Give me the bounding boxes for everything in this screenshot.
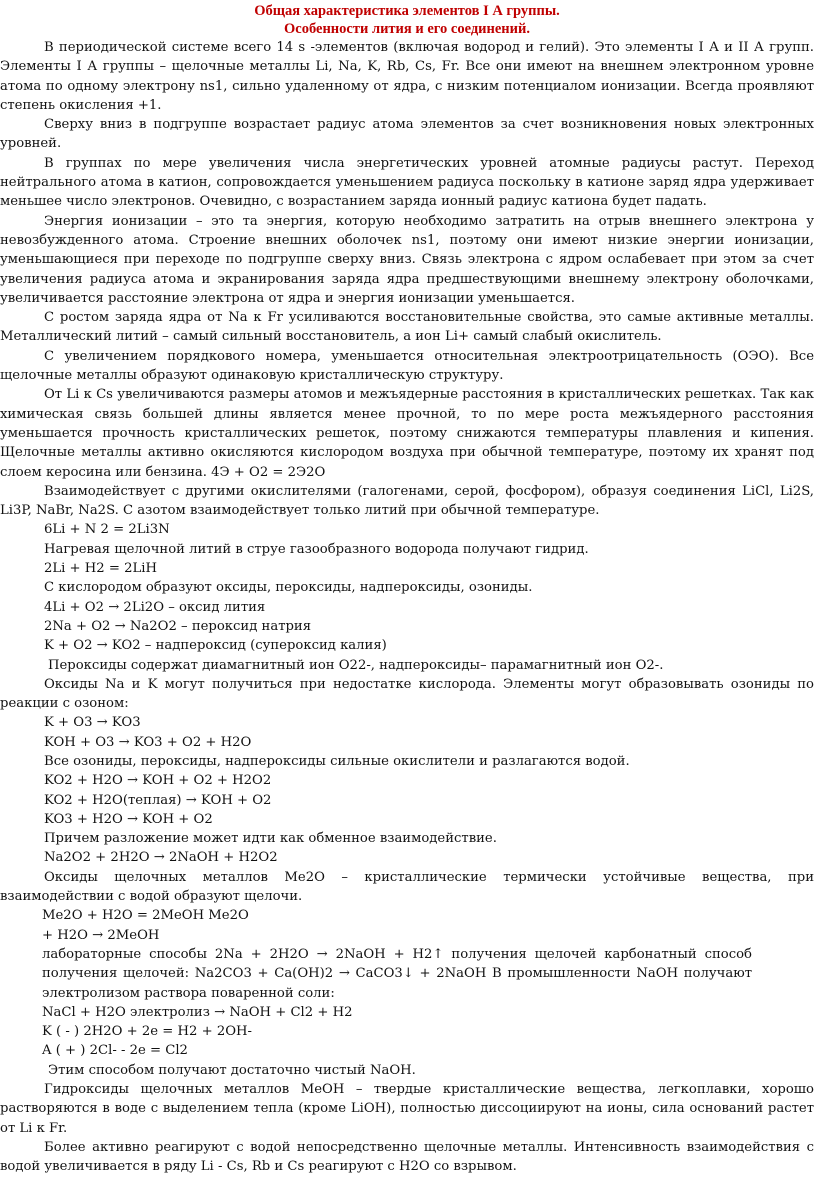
text-line: Нагревая щелочной литий в струе газообразного водорода получают гидрид. — [44, 541, 589, 557]
paragraph: С ростом заряда ядра от Na к Fr усиливаются восстановительные свойства, это самые активные металлы. Металлический литий – самый сильный восстановитель, а ион Li+ самый слабый окислитель. — [0, 310, 814, 345]
equation-line: K + O3 → KO3 — [44, 715, 141, 731]
text-line: Пероксиды содержат диамагнитный ион O22-, надпероксиды– парамагнитный ион O2-. — [48, 657, 664, 673]
paragraph: Более активно реагируют с водой непосредственно щелочные металлы. Интенсивность взаимодействия с водой увеличивается в ряду Li - Cs, Rb и Cs реагируют с H2O со взрывом. — [0, 1139, 814, 1175]
equation-line: KO3 + H2O → KOH + O2 — [44, 811, 213, 827]
equation-line: NaCl + H2O электролиз → NaOH + Cl2 + H2 — [42, 1004, 353, 1020]
text-line: С кислородом образуют оксиды, пероксиды, надпероксиды, озониды. — [44, 580, 533, 596]
text-block: лабораторные способы 2Na + 2H2O → 2NaOH + H2↑ получения щелочей карбонатный способ получения щелочей: Na2CO3 + Ca(OH)2 → CaCO3↓ + 2NaOH В промышленности NaOH получают электролизом раствора поваренной соли: — [42, 946, 752, 1001]
paragraph: Оксиды Na и K могут получиться при недостатке кислорода. Элементы могут образовывать озониды по реакции с озоном: — [0, 676, 814, 712]
paragraph: Взаимодействует с другими окислителями (галогенами, серой, фосфором), образуя соединения LiCl, Li2S, Li3P, NaBr, Na2S. С азотом взаимодействует только литий при обычной температуре. — [0, 483, 814, 519]
paragraph: Сверху вниз в подгруппе возрастает радиус атома элементов за счет возникновения новых электронных уровней. — [0, 117, 814, 152]
equation-line: Na2O2 + 2H2O → 2NaOH + H2O2 — [44, 850, 278, 866]
equation-line: 2Na + O2 → Na2O2 – пероксид натрия — [44, 618, 312, 634]
equation-line: + Н2О → 2МеОН — [42, 927, 160, 943]
title-line-2: Особенности лития и его соединений. — [283, 21, 530, 37]
equation-line: KO2 + H2O(теплая) → KOH + O2 — [44, 792, 272, 808]
text-line: Этим способом получают достаточно чистый NaOH. — [48, 1062, 416, 1078]
equation-line: 4Li + O2 → 2Li2O – оксид лития — [44, 599, 266, 615]
paragraph: Гидроксиды щелочных металлов МеОН – твердые кристаллические вещества, легкоплавки, хорошо растворяются в воде с выделением тепла (кроме LiOH), полностью диссоциируют на ионы, сила оснований растет от Li к Fr. — [0, 1082, 814, 1136]
paragraph: Оксиды щелочных металлов Ме2О – кристаллические термически устойчивые вещества, при взаимодействии с водой образуют щелочи. — [0, 869, 814, 905]
text-line: Причем разложение может идти как обменное взаимодействие. — [44, 831, 497, 847]
text-line: Все озониды, пероксиды, надпероксиды сильные окислители и разлагаются водой. — [44, 753, 630, 769]
paragraph: В периодической системе всего 14 s -элементов (включая водород и гелий). Это элементы I А и II А групп. Элементы I А группы – щелочные металлы Li, Na, K, Rb, Cs, Fr. Все они имеют на внешнем электронном уровне атома по одному электрону ns1, сильно удаленному от ядра, с низким потенциалом ионизации. Всегда проявляют степень окисления +1. — [0, 40, 814, 113]
paragraph: В группах по мере увеличения числа энергетических уровней атомные радиусы растут. Переход нейтрального атома в катион, сопровождается уменьшением радиуса поскольку в катионе заряд ядра удерживает меньшее число электронов. Очевидно, с возрастанием заряда ионный радиус катиона будет падать. — [0, 155, 814, 210]
equation-line: K ( - ) 2H2O + 2e = H2 + 2OH- — [42, 1024, 253, 1040]
document-page — [0, 2, 816, 1175]
paragraph: С увеличением порядкового номера, уменьшается относительная электроотрицательность (ОЭО). Все щелочные металлы образуют одинаковую кристаллическую структуру. — [0, 348, 814, 384]
equation-line: KOH + O3 → KO3 + O2 + H2O — [44, 734, 252, 750]
paragraph: От Li к Cs увеличиваются размеры атомов и межъядерные расстояния в кристаллических решетках. Так как химическая связь большей длины является менее прочной, то по мере роста межъядерного расстояния уменьшается прочность кристаллических решеток, поэтому снижаются температуры плавления и кипения. Щелочные металлы активно окисляются кислородом воздуха при обычной температуре, поэтому их хранят под слоем керосина или бензина. 4Э + О2 = 2Э2О — [0, 387, 814, 480]
document-title — [0, 2, 814, 38]
equation-line: 6Li + N 2 = 2Li3N — [44, 522, 170, 538]
equation-line: 2Li + H2 = 2LiH — [44, 561, 157, 577]
equation-line: Ме2О + Н2О = 2МеОН Ме2О — [42, 908, 249, 924]
title-line-1: Общая характеристика элементов I А группы. — [254, 3, 560, 19]
equation-line: K + O2 → KO2 – надпероксид (супероксид калия) — [44, 638, 387, 654]
paragraph: Энергия ионизации – это та энергия, которую необходимо затратить на отрыв внешнего электрона у невозбужденного атома. Строение внешних оболочек ns1, поэтому они имеют низкие энергии ионизации, уменьшающиеся при переходе по подгруппе сверху вниз. Связь электрона с ядром ослабевает при этом за счет увеличения радиуса атома и экранирования заряда ядра предшествующими внешнему электрону оболочками, увеличивается расстояние электрона от ядра и энергия ионизации уменьшается. — [0, 213, 814, 306]
equation-line: A ( + ) 2Cl- - 2e = Cl2 — [42, 1043, 188, 1059]
equation-line: KO2 + H2O → KOH + O2 + H2O2 — [44, 773, 272, 789]
